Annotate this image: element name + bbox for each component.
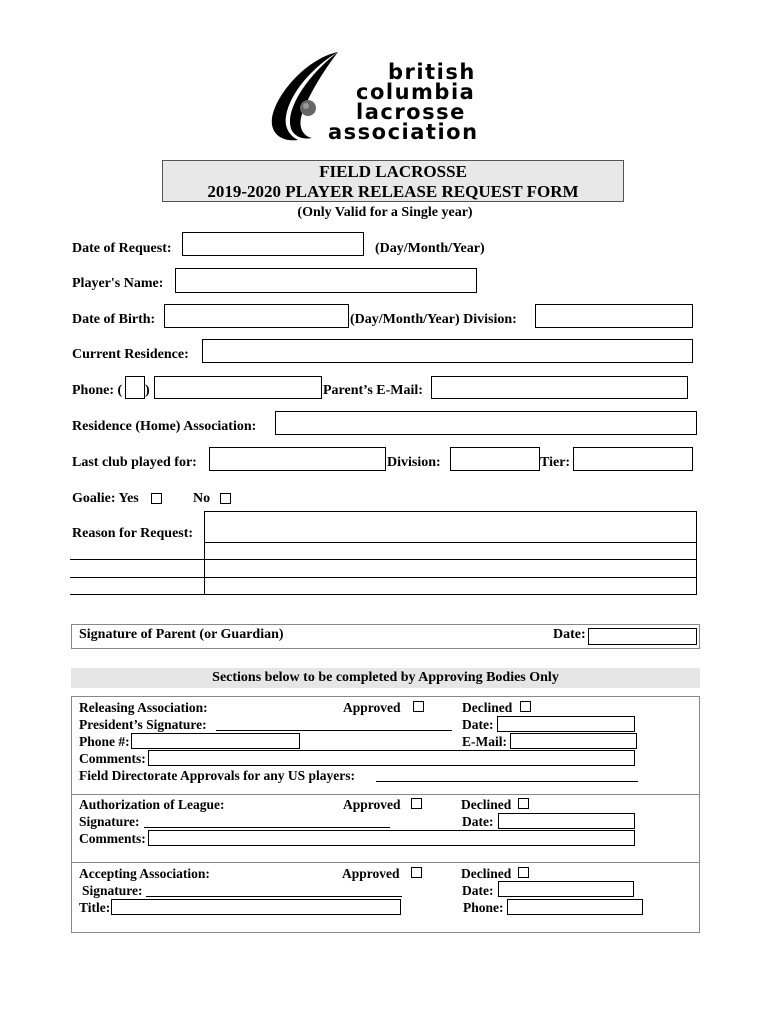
league-approved-label: Approved xyxy=(343,797,401,812)
bcla-logo xyxy=(268,48,498,144)
releasing-declined-checkbox[interactable] xyxy=(520,701,531,712)
accepting-approved-checkbox[interactable] xyxy=(411,867,422,878)
releasing-date-field[interactable] xyxy=(497,716,635,732)
date-of-request-field[interactable] xyxy=(182,232,364,256)
accepting-signature-line[interactable] xyxy=(146,896,402,897)
parents-email-label: Parent’s E-Mail: xyxy=(323,383,423,398)
reason-line-3 xyxy=(70,577,697,578)
releasing-approved-checkbox[interactable] xyxy=(413,701,424,712)
accepting-declined-label: Declined xyxy=(461,866,512,881)
tier-field[interactable] xyxy=(573,447,693,471)
current-residence-label: Current Residence: xyxy=(72,347,189,362)
presidents-signature-line[interactable] xyxy=(216,730,452,731)
approvals-divider-2 xyxy=(71,862,700,863)
accepting-approved-label: Approved xyxy=(342,866,400,881)
accepting-title-field[interactable] xyxy=(111,899,401,915)
reason-line-1 xyxy=(204,542,697,543)
current-residence-field[interactable] xyxy=(202,339,693,363)
club-division-field[interactable] xyxy=(450,447,540,471)
approving-bodies-banner-text: Sections below to be completed by Approving Bodies Only xyxy=(212,670,559,685)
league-authorization-label: Authorization of League: xyxy=(79,797,225,812)
form-title-line2: 2019-2020 PLAYER RELEASE REQUEST FORM xyxy=(207,182,579,201)
date-of-birth-field[interactable] xyxy=(164,304,349,328)
form-subtitle: (Only Valid for a Single year) xyxy=(297,205,473,220)
us-approvals-label: Field Directorate Approvals for any US players: xyxy=(79,768,355,783)
releasing-email-field[interactable] xyxy=(510,733,637,749)
releasing-approved-label: Approved xyxy=(343,700,401,715)
releasing-association-label: Releasing Association: xyxy=(79,700,208,715)
logo-text-lacrosse: lacrosse xyxy=(356,100,466,124)
league-comments-label: Comments: xyxy=(79,831,146,846)
reason-field[interactable] xyxy=(204,511,697,595)
accepting-association-label: Accepting Association: xyxy=(79,866,210,881)
releasing-comments-field[interactable] xyxy=(148,750,635,766)
releasing-email-label: E-Mail: xyxy=(462,734,507,749)
last-club-field[interactable] xyxy=(209,447,386,471)
league-declined-checkbox[interactable] xyxy=(518,798,529,809)
goalie-no-checkbox[interactable] xyxy=(220,493,231,504)
releasing-date-label: Date: xyxy=(462,717,494,732)
releasing-comments-label: Comments: xyxy=(79,751,146,766)
players-name-label: Player's Name: xyxy=(72,276,164,291)
goalie-yes-checkbox[interactable] xyxy=(151,493,162,504)
accepting-declined-checkbox[interactable] xyxy=(518,867,529,878)
reason-line-4 xyxy=(70,594,697,595)
league-date-field[interactable] xyxy=(498,813,635,829)
presidents-signature-label: President’s Signature: xyxy=(79,717,207,732)
form-title-line1: FIELD LACROSSE xyxy=(319,162,467,181)
approvals-divider-1 xyxy=(71,794,700,795)
tier-label: Tier: xyxy=(540,455,571,470)
accepting-date-field[interactable] xyxy=(498,881,634,897)
parent-signature-date-field[interactable] xyxy=(588,628,697,645)
residence-association-field[interactable] xyxy=(275,411,697,435)
date-of-request-label: Date of Request: xyxy=(72,241,172,256)
last-club-label: Last club played for: xyxy=(72,455,197,470)
league-declined-label: Declined xyxy=(461,797,512,812)
residence-association-label: Residence (Home) Association: xyxy=(72,419,257,434)
logo-text-columbia: columbia xyxy=(356,80,476,104)
releasing-phone-field[interactable] xyxy=(131,733,300,749)
phone-number-field[interactable] xyxy=(154,376,322,399)
goalie-no-label: No xyxy=(193,491,211,506)
phone-area-code-field[interactable] xyxy=(125,376,145,399)
form-title-box xyxy=(162,160,624,202)
parent-signature-label: Signature of Parent (or Guardian) xyxy=(79,627,284,642)
date-of-birth-label: Date of Birth: xyxy=(72,312,156,327)
goalie-yes-label: Goalie: Yes xyxy=(72,491,139,506)
accepting-phone-label: Phone: xyxy=(463,900,504,915)
date-format-label: (Day/Month/Year) xyxy=(375,241,485,256)
league-signature-line[interactable] xyxy=(144,827,390,828)
players-name-field[interactable] xyxy=(175,268,477,293)
phone-label: Phone: ( xyxy=(72,383,123,398)
logo-text-association: association xyxy=(328,120,479,144)
releasing-declined-label: Declined xyxy=(462,700,513,715)
us-approvals-line[interactable] xyxy=(376,781,638,782)
dob-format-division-label: (Day/Month/Year) Division: xyxy=(350,312,517,327)
accepting-phone-field[interactable] xyxy=(507,899,643,915)
division-field[interactable] xyxy=(535,304,693,328)
approving-bodies-banner xyxy=(71,668,700,688)
logo-text-british: british xyxy=(388,60,476,84)
club-division-label: Division: xyxy=(387,455,441,470)
league-comments-field[interactable] xyxy=(148,830,635,846)
league-signature-label: Signature: xyxy=(79,814,140,829)
parent-signature-date-label: Date: xyxy=(553,627,586,642)
accepting-signature-label: Signature: xyxy=(82,883,143,898)
accepting-date-label: Date: xyxy=(462,883,494,898)
releasing-phone-label: Phone #: xyxy=(79,734,130,749)
reason-label: Reason for Request: xyxy=(72,526,194,541)
accepting-title-label: Title: xyxy=(79,900,111,915)
league-date-label: Date: xyxy=(462,814,494,829)
league-approved-checkbox[interactable] xyxy=(411,798,422,809)
phone-close-paren: ) xyxy=(145,383,150,398)
parents-email-field[interactable] xyxy=(431,376,688,399)
reason-line-2 xyxy=(70,559,697,560)
